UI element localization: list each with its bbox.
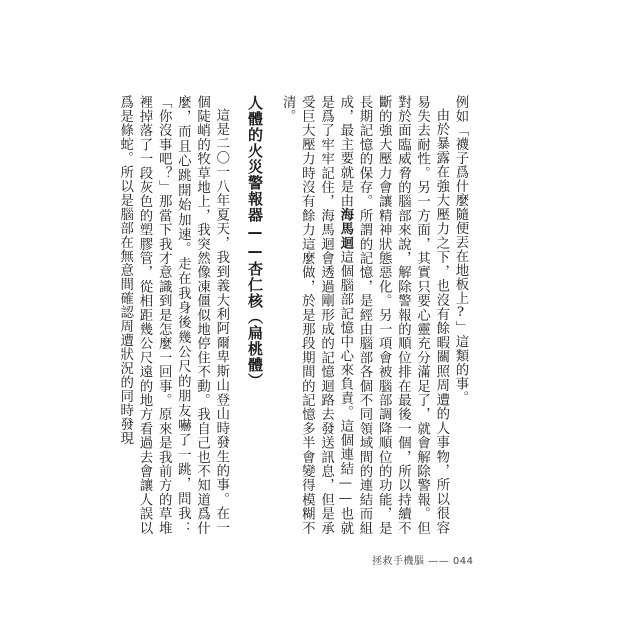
page-number: 044 <box>452 556 474 567</box>
paragraph-2-tail: 這個腦部記憶中心來負責。這個連結——也就是爲了牢牢記住，海馬迴會透過剛形成的記憶迴路去發送訊息，但是承受巨大壓力時沒有餘力這麼做，於是那段期間的記憶多半會變得模糊不清。 <box>280 95 353 536</box>
page-footer <box>372 552 473 567</box>
running-title: 拯救手機腦 <box>372 556 425 567</box>
paragraph-2 <box>278 95 451 535</box>
paragraph-2-emphasis: 海馬迴 <box>337 207 353 251</box>
paragraph-2-text: 由於暴露在強大壓力之下，也沒有餘暇關照周遭的人事物，所以很容易失去耐性。另一方面，其實只要心靈充分滿足了，就會解除警報。但對於面臨威脅的腦部來說，解除警報的順位排在最後一個，所以持續不斷的強大壓力會讓精神狀態惡化。另一項會被腦部調降順位的功能，是長期記憶的保存。所謂的記憶，是經由腦部各個不同領域間的連結而組成，最主要就是由 <box>337 95 449 535</box>
section-heading: 人體的火災警報器——杏仁核（扁桃體） <box>245 95 264 389</box>
footer-separator: —— <box>428 556 450 567</box>
paragraph-1: 例如「襪子爲什麼隨便丟在地板上?」這類的事。 <box>453 95 468 405</box>
vertical-text-body <box>116 95 470 535</box>
paragraph-3: 這是二〇一八年夏天，我到義大利阿爾卑斯山登山時發生的事。在一個陡峭的牧草地上，我突然像凍僵似地停住不動。我自己也不知道爲什麼，而且心跳開始加速。走在我身後幾公尺的朋友嚇了一跳，問我：「你沒事吧？」那當下我才意識到是怎麼一回事。原來是我前方的草堆裡掉落了一段灰色的塑膠管，從相距幾公尺遠的地方看過去會讓人誤以爲是條蛇。所以是腦部在無意間確認周遭狀況的同時發現 <box>117 95 229 535</box>
